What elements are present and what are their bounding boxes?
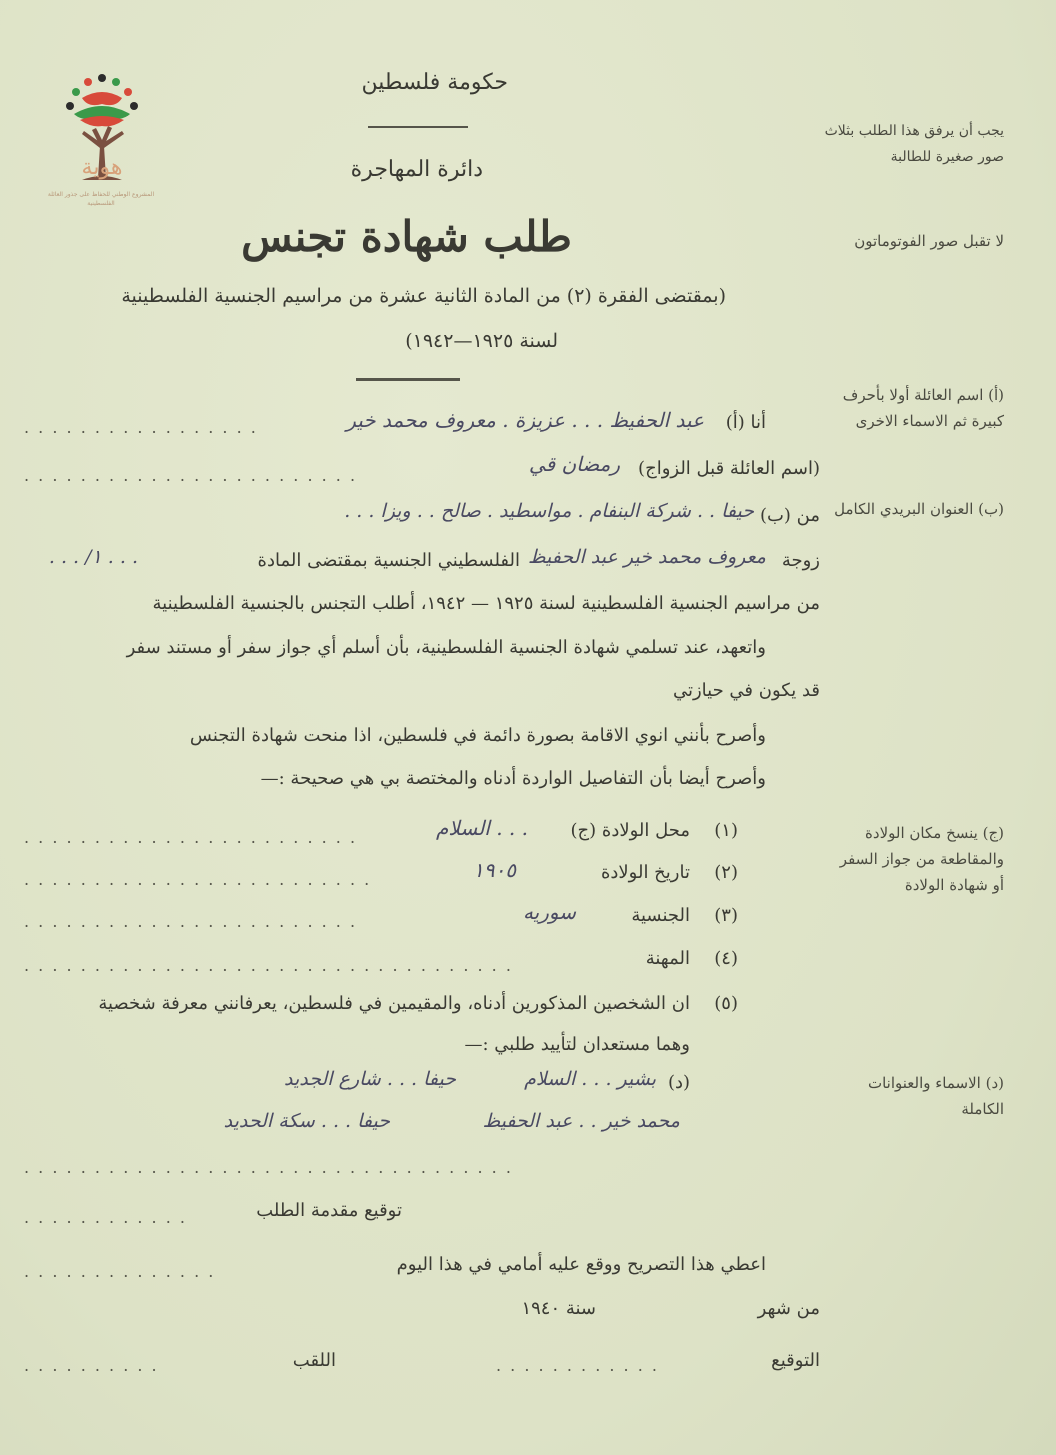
address-label: من (ب) [759,505,820,526]
item-3-value: سوريه [522,900,576,924]
item-4-num: (٤) [714,948,738,969]
wife-label-start: زوجة [781,550,820,571]
article-value: . . . ١/ . . . [48,546,138,568]
title-dots: . . . . . . . . . . [24,1356,159,1375]
item-5-num: (٥) [714,993,738,1014]
item-4-dots: . . . . . . . . . . . . . . . . . . . . . . . . . . . . . . . . . . . [24,956,513,975]
body-line-2: واتعهد، عند تسلمي شهادة الجنسية الفلسطينية، بأن أسلم أي جواز سفر أو مستند سفر [126,637,766,658]
item-3-num: (٣) [714,905,738,926]
witness-blank-dots: . . . . . . . . . . . . . . . . . . . . . . . . . . . . . . . . . . . [24,1158,513,1177]
witness-2-name: محمد خير . . عبد الحفيظ [482,1110,680,1132]
department-heading: دائرة المهاجرة [350,157,483,182]
item-1-num: (١) [714,820,738,841]
maiden-name-dots: . . . . . . . . . . . . . . . . . . . . . . . . [24,466,358,485]
witness-1-address: حيفا . . . شارع الجديد [284,1068,456,1090]
applicant-signature-label: توقيع مقدمة الطلب [256,1200,402,1221]
witness-1-name: بشير . . . السلام [524,1068,656,1090]
item-2-num: (٢) [714,862,738,883]
applicant-name-value: عبد الحفيظ . . . عزيزة . معروف محمد خير [346,408,704,432]
side-note-a: (أ) اسم العائلة أولا بأحرف كبيرة ثم الاسماء الاخرى [842,386,1004,430]
official-signature-dots: . . . . . . . . . . . . [496,1356,659,1375]
body-line-3: قد يكون في حيازتي [672,680,820,701]
item-3-dots: . . . . . . . . . . . . . . . . . . . . . . . . [24,912,358,931]
body-line-1: من مراسيم الجنسية الفلسطينية لسنة ١٩٢٥ — ١٩٤٢، أطلب التجنس بالجنسية الفلسطينية [152,593,820,614]
attestation-text: اعطي هذا التصريح ووقع عليه أمامي في هذا اليوم [396,1254,766,1275]
title-label: اللقب [292,1350,336,1371]
side-note-b: (ب) العنوان البريدي الكامل [834,500,1004,518]
item-2-value: ١٩٠٥ [473,858,516,882]
wife-label-end: الفلسطيني الجنسية بمقتضى المادة [257,550,520,571]
logo-name: هوية [81,155,123,180]
address-value: حيفا . . شركة البنفام . مواسطيد . صالح . . ويزا . . . [344,500,754,522]
item-3-label: الجنسية [631,905,690,926]
item-5-line2: وهما مستعدان لتأييد طلبي :— [464,1034,690,1055]
month-label: من شهر [757,1298,820,1319]
year-label: سنة ١٩٤٠ [521,1298,596,1319]
side-note-d: (د) الاسماء والعنوانات الكاملة [867,1074,1004,1118]
maiden-name-value: رمضان قي [528,452,620,476]
side-note-no-photomaton: لا تقبل صور الفوتوماتون [854,232,1004,250]
body-line-5: وأصرح أيضا بأن التفاصيل الواردة أدناه والمختصة بي هي صحيحة :— [260,768,766,789]
side-note-photos: يجب أن يرفق هذا الطلب بثلاث صور صغيرة للطالبة [824,123,1004,165]
side-note-c: (ج) ينسخ مكان الولادة والمقاطعة من جواز السفر أو شهادة الولادة [839,824,1004,894]
subtitle-divider [356,378,460,381]
applicant-signature-dots: . . . . . . . . . . . . [24,1208,187,1227]
form-subtitle-line1: (بمقتضى الفقرة (٢) من المادة الثانية عشرة من مراسيم الجنسية الفلسطينية [121,285,726,307]
maiden-name-label: (اسم العائلة قبل الزواج) [638,458,820,479]
form-subtitle-line2: لسنة ١٩٢٥—١٩٤٢) [405,330,558,352]
applicant-name-label: أنا (أ) [725,412,766,433]
item-1-dots: . . . . . . . . . . . . . . . . . . . . . . . . [24,828,358,847]
logo-tagline: المشروع الوطني للحفاظ على جذور العائلة الفلسطينية [47,191,155,207]
form-title: طلب شهادة تجنس [241,212,572,261]
item-2-label: تاريخ الولادة [600,862,690,883]
header-divider [368,126,468,128]
item-4-label: المهنة [645,948,690,969]
item-1-label: محل الولادة (ج) [570,820,690,841]
item-1-value: . . . السلام [436,816,528,840]
item-5-line1: ان الشخصين المذكورين أدناه، والمقيمين في فلسطين، يعرفانني معرفة شخصية [98,993,690,1014]
body-line-4: وأصرح بأنني انوي الاقامة بصورة دائمة في فلسطين، اذا منحت شهادة التجنس [189,725,766,746]
witness-label: (د) [667,1072,690,1093]
applicant-name-dots: . . . . . . . . . . . . . . . . . [24,418,258,437]
husband-name-value: معروف محمد خير عبد الحفيظ [528,546,766,568]
witness-2-address: حيفا . . . سكة الحديد [223,1110,390,1132]
item-2-dots: . . . . . . . . . . . . . . . . . . . . . . . . . [24,870,372,889]
attestation-dots: . . . . . . . . . . . . . . [24,1262,216,1281]
official-signature-label: التوقيع [771,1350,820,1371]
government-heading: حكومة فلسطين [361,70,508,95]
